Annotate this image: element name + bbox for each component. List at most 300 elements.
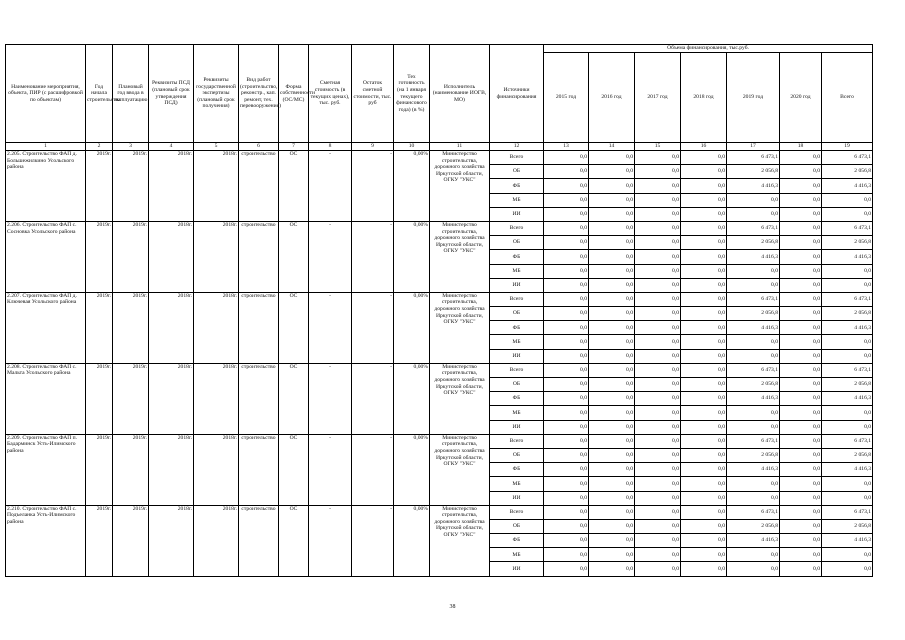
funding-value: 0,0	[589, 434, 635, 448]
funding-source: ИИ	[490, 349, 544, 363]
col-header: Исполнитель (наименование ИОГВ, МО)	[430, 45, 490, 143]
funding-value: 0,0	[589, 207, 635, 221]
funding-value: 0,0	[681, 392, 727, 406]
column-number: 15	[635, 143, 681, 151]
funding-value: 0,0	[589, 349, 635, 363]
funding-value: 0,0	[589, 406, 635, 420]
col-header: Источники финансирования	[490, 45, 544, 143]
remaining-cost: -	[352, 221, 394, 292]
funding-value: 0,0	[544, 335, 589, 349]
funding-value: 0,0	[589, 165, 635, 179]
funding-value: 0,0	[822, 548, 873, 562]
year-header: 2016 год	[589, 53, 635, 143]
funding-value: 0,0	[544, 406, 589, 420]
funding-value: 0,0	[635, 562, 681, 576]
funding-value: 0,0	[635, 264, 681, 278]
object-name: 2.207. Строительство ФАП д. Ключевая Усольского района	[6, 292, 86, 363]
funding-value: 0,0	[544, 505, 589, 519]
funding-value: 0,0	[681, 548, 727, 562]
object-name: 2.206. Строительство ФАП с. Сосновка Усольского района	[6, 221, 86, 292]
column-number: 7	[279, 143, 309, 151]
ownership-form: ОС	[279, 363, 309, 434]
column-number: 11	[430, 143, 490, 151]
funding-value: 0,0	[681, 534, 727, 548]
funding-value: 0,0	[681, 463, 727, 477]
funding-value: 0,0	[727, 278, 780, 292]
funding-value: 0,0	[635, 307, 681, 321]
funding-value: 0,0	[589, 448, 635, 462]
funding-value: 0,0	[544, 534, 589, 548]
col-header: Год начала строительства	[86, 45, 113, 143]
funding-value: 0,0	[727, 491, 780, 505]
funding-value: 0,0	[589, 321, 635, 335]
funding-value: 0,0	[589, 392, 635, 406]
funding-value: 0,0	[780, 321, 822, 335]
estimated-cost: -	[309, 363, 352, 434]
funding-source: ИИ	[490, 420, 544, 434]
funding-source: ФБ	[490, 179, 544, 193]
funding-value: 0,0	[780, 420, 822, 434]
psd-date: 2018г.	[149, 434, 194, 505]
funding-value: 0,0	[544, 207, 589, 221]
funding-value: 0,0	[544, 292, 589, 306]
funding-value: 0,0	[589, 548, 635, 562]
funding-value: 6 473,1	[822, 363, 873, 377]
funding-value: 0,0	[589, 562, 635, 576]
start-year: 2019г.	[86, 363, 113, 434]
column-number: 4	[149, 143, 194, 151]
funding-value: 0,0	[589, 264, 635, 278]
estimated-cost: -	[309, 151, 352, 222]
col-header: Форма собственности (ОС/МС)	[279, 45, 309, 143]
funding-value: 0,0	[780, 307, 822, 321]
funding-value: 0,0	[780, 434, 822, 448]
funding-value: 0,0	[822, 193, 873, 207]
ownership-form: ОС	[279, 292, 309, 363]
funding-source: МБ	[490, 193, 544, 207]
funding-value: 4 416,3	[727, 250, 780, 264]
funding-value: 6 473,1	[822, 505, 873, 519]
work-type: строительство	[239, 363, 279, 434]
funding-value: 0,0	[589, 491, 635, 505]
funding-value: 0,0	[544, 363, 589, 377]
funding-value: 0,0	[589, 193, 635, 207]
work-type: строительство	[239, 434, 279, 505]
work-type: строительство	[239, 221, 279, 292]
funding-value: 0,0	[681, 307, 727, 321]
table-row	[6, 434, 873, 448]
funding-source: Всего	[490, 292, 544, 306]
funding-source: ФБ	[490, 392, 544, 406]
object-name: 2.210. Строительство ФАП с. Подъеланка Усть-Илимского района	[6, 505, 86, 576]
psd-date: 2018г.	[149, 363, 194, 434]
funding-value: 0,0	[780, 221, 822, 235]
funding-value: 0,0	[822, 406, 873, 420]
funding-source: ОБ	[490, 448, 544, 462]
work-type: строительство	[239, 151, 279, 222]
funding-value: 0,0	[635, 250, 681, 264]
funding-value: 0,0	[589, 250, 635, 264]
funding-value: 0,0	[544, 349, 589, 363]
funding-value: 4 416,3	[822, 179, 873, 193]
estimated-cost: -	[309, 434, 352, 505]
funding-source: МБ	[490, 264, 544, 278]
funding-value: 0,0	[780, 548, 822, 562]
funding-value: 0,0	[727, 548, 780, 562]
funding-value: 0,0	[635, 321, 681, 335]
commission-year: 2019г.	[113, 151, 149, 222]
funding-value: 2 056,8	[822, 519, 873, 533]
funding-value: 0,0	[727, 477, 780, 491]
funding-value: 0,0	[822, 562, 873, 576]
funding-value: 6 473,1	[727, 221, 780, 235]
funding-source: ОБ	[490, 165, 544, 179]
funding-value: 0,0	[727, 562, 780, 576]
funding-value: 4 416,3	[727, 463, 780, 477]
readiness: 0,00%	[394, 151, 430, 222]
funding-value: 0,0	[635, 363, 681, 377]
remaining-cost: -	[352, 434, 394, 505]
funding-value: 0,0	[780, 165, 822, 179]
funding-value: 4 416,3	[727, 321, 780, 335]
funding-value: 0,0	[589, 278, 635, 292]
funding-value: 0,0	[822, 420, 873, 434]
expertise-date: 2018г.	[194, 221, 239, 292]
funding-source: ИИ	[490, 562, 544, 576]
funding-value: 0,0	[780, 505, 822, 519]
funding-source: МБ	[490, 548, 544, 562]
funding-value: 0,0	[589, 363, 635, 377]
funding-source: Всего	[490, 363, 544, 377]
commission-year: 2019г.	[113, 505, 149, 576]
funding-source: Всего	[490, 505, 544, 519]
funding-value: 0,0	[635, 151, 681, 165]
funding-value: 0,0	[589, 221, 635, 235]
funding-value: 0,0	[727, 193, 780, 207]
funding-value: 0,0	[544, 519, 589, 533]
funding-value: 0,0	[635, 179, 681, 193]
funding-value: 0,0	[681, 448, 727, 462]
funding-value: 2 056,8	[822, 236, 873, 250]
funding-value: 0,0	[727, 420, 780, 434]
year-header: 2018 год	[681, 53, 727, 143]
column-number: 14	[589, 143, 635, 151]
year-header: 2019 год	[727, 53, 780, 143]
remaining-cost: -	[352, 505, 394, 576]
table-row	[6, 292, 873, 306]
column-number: 8	[309, 143, 352, 151]
funding-value: 4 416,3	[727, 534, 780, 548]
funding-value: 0,0	[544, 477, 589, 491]
commission-year: 2019г.	[113, 292, 149, 363]
funding-value: 4 416,3	[822, 392, 873, 406]
funding-value: 0,0	[635, 534, 681, 548]
year-header: 2020 год	[780, 53, 822, 143]
funding-value: 0,0	[635, 207, 681, 221]
funding-value: 0,0	[780, 519, 822, 533]
psd-date: 2018г.	[149, 505, 194, 576]
column-number: 1	[6, 143, 86, 151]
funding-value: 0,0	[544, 378, 589, 392]
column-number: 6	[239, 143, 279, 151]
funding-value: 0,0	[589, 477, 635, 491]
ownership-form: ОС	[279, 505, 309, 576]
funding-value: 0,0	[589, 420, 635, 434]
funding-value: 0,0	[544, 151, 589, 165]
funding-source: ОБ	[490, 378, 544, 392]
column-number: 12	[490, 143, 544, 151]
funding-value: 0,0	[544, 264, 589, 278]
funding-value: 4 416,3	[822, 250, 873, 264]
column-number: 2	[86, 143, 113, 151]
column-number: 13	[544, 143, 589, 151]
page-number: 38	[449, 604, 456, 610]
funding-value: 0,0	[780, 278, 822, 292]
header-row-top	[6, 45, 873, 53]
ownership-form: ОС	[279, 434, 309, 505]
funding-value: 0,0	[822, 335, 873, 349]
psd-date: 2018г.	[149, 292, 194, 363]
funding-value: 0,0	[589, 534, 635, 548]
fin-volume-header: Объема финансирования, тыс.руб.	[544, 45, 873, 53]
funding-value: 2 056,8	[822, 378, 873, 392]
psd-date: 2018г.	[149, 221, 194, 292]
funding-value: 6 473,1	[727, 363, 780, 377]
funding-value: 0,0	[780, 292, 822, 306]
col-header: Сметная стоимость (в текущих ценах), тыс. руб.	[309, 45, 352, 143]
column-number: 5	[194, 143, 239, 151]
funding-value: 6 473,1	[727, 505, 780, 519]
funding-value: 0,0	[681, 378, 727, 392]
funding-value: 0,0	[681, 151, 727, 165]
funding-value: 4 416,3	[822, 463, 873, 477]
col-header: Остаток сметной стоимости, тыс. руб	[352, 45, 394, 143]
funding-value: 0,0	[635, 505, 681, 519]
year-header: 2017 год	[635, 53, 681, 143]
funding-source: Всего	[490, 221, 544, 235]
funding-value: 0,0	[681, 236, 727, 250]
executor: Министерство строительства, дорожного хозяйства Иркутской области, ОГКУ "УКС"	[430, 505, 490, 576]
funding-value: 0,0	[822, 349, 873, 363]
funding-value: 0,0	[681, 363, 727, 377]
funding-value: 0,0	[681, 505, 727, 519]
funding-value: 0,0	[780, 250, 822, 264]
column-number: 18	[780, 143, 822, 151]
expertise-date: 2018г.	[194, 292, 239, 363]
funding-value: 0,0	[681, 491, 727, 505]
funding-value: 0,0	[780, 264, 822, 278]
start-year: 2019г.	[86, 505, 113, 576]
funding-value: 0,0	[544, 165, 589, 179]
funding-value: 0,0	[635, 420, 681, 434]
funding-value: 2 056,8	[727, 307, 780, 321]
funding-value: 0,0	[822, 491, 873, 505]
funding-value: 0,0	[635, 165, 681, 179]
funding-value: 0,0	[635, 463, 681, 477]
readiness: 0,00%	[394, 292, 430, 363]
funding-value: 0,0	[780, 378, 822, 392]
funding-value: 0,0	[589, 378, 635, 392]
expertise-date: 2018г.	[194, 363, 239, 434]
funding-value: 0,0	[681, 250, 727, 264]
funding-value: 0,0	[635, 519, 681, 533]
col-header: Реквизиты государственной экспертизы (плановый срок получения)	[194, 45, 239, 143]
estimated-cost: -	[309, 505, 352, 576]
table-row	[6, 151, 873, 165]
funding-value: 2 056,8	[822, 165, 873, 179]
funding-source: ОБ	[490, 519, 544, 533]
funding-value: 0,0	[635, 448, 681, 462]
funding-value: 0,0	[822, 278, 873, 292]
funding-value: 0,0	[635, 477, 681, 491]
object-name: 2.205. Строительство ФАП д. Большежилкино Усольского района	[6, 151, 86, 222]
object-name: 2.209. Строительство ФАП п. Бадарминск Усть-Илимского района	[6, 434, 86, 505]
executor: Министерство строительства, дорожного хозяйства Иркутской области, ОГКУ "УКС"	[430, 292, 490, 363]
funding-value: 0,0	[635, 335, 681, 349]
funding-value: 0,0	[635, 278, 681, 292]
funding-value: 0,0	[780, 179, 822, 193]
funding-value: 0,0	[780, 477, 822, 491]
funding-value: 0,0	[681, 193, 727, 207]
col-header: Плановый год ввода в эксплуатацию	[113, 45, 149, 143]
start-year: 2019г.	[86, 221, 113, 292]
estimated-cost: -	[309, 292, 352, 363]
funding-value: 0,0	[780, 349, 822, 363]
funding-value: 0,0	[681, 477, 727, 491]
ownership-form: ОС	[279, 151, 309, 222]
funding-value: 0,0	[589, 179, 635, 193]
funding-value: 0,0	[635, 378, 681, 392]
start-year: 2019г.	[86, 434, 113, 505]
funding-value: 0,0	[780, 406, 822, 420]
funding-value: 6 473,1	[727, 292, 780, 306]
year-header: 2015 год	[544, 53, 589, 143]
funding-value: 0,0	[727, 406, 780, 420]
funding-value: 0,0	[589, 505, 635, 519]
funding-value: 0,0	[544, 321, 589, 335]
funding-value: 0,0	[635, 406, 681, 420]
funding-value: 0,0	[681, 292, 727, 306]
funding-value: 0,0	[822, 207, 873, 221]
funding-source: ОБ	[490, 236, 544, 250]
funding-source: ИИ	[490, 207, 544, 221]
funding-value: 0,0	[589, 292, 635, 306]
funding-value: 0,0	[727, 335, 780, 349]
funding-source: Всего	[490, 434, 544, 448]
remaining-cost: -	[352, 363, 394, 434]
work-type: строительство	[239, 292, 279, 363]
funding-value: 0,0	[727, 207, 780, 221]
funding-value: 0,0	[544, 179, 589, 193]
funding-value: 2 056,8	[822, 448, 873, 462]
funding-value: 0,0	[681, 207, 727, 221]
object-name: 2.208. Строительство ФАП с. Мальта Усольского района	[6, 363, 86, 434]
funding-value: 0,0	[681, 264, 727, 278]
funding-value: 0,0	[544, 392, 589, 406]
column-numbers-row	[6, 143, 873, 151]
funding-value: 2 056,8	[727, 448, 780, 462]
funding-value: 0,0	[681, 278, 727, 292]
funding-value: 4 416,3	[822, 321, 873, 335]
executor: Министерство строительства, дорожного хозяйства Иркутской области, ОГКУ "УКС"	[430, 221, 490, 292]
funding-value: 0,0	[822, 477, 873, 491]
funding-value: 0,0	[780, 335, 822, 349]
funding-value: 0,0	[544, 236, 589, 250]
commission-year: 2019г.	[113, 434, 149, 505]
readiness: 0,00%	[394, 434, 430, 505]
start-year: 2019г.	[86, 292, 113, 363]
column-number: 10	[394, 143, 430, 151]
readiness: 0,00%	[394, 505, 430, 576]
funding-value: 0,0	[544, 420, 589, 434]
funding-value: 0,0	[780, 448, 822, 462]
funding-value: 0,0	[589, 463, 635, 477]
funding-value: 0,0	[635, 221, 681, 235]
funding-value: 0,0	[635, 349, 681, 363]
funding-value: 0,0	[780, 207, 822, 221]
funding-value: 0,0	[544, 307, 589, 321]
funding-value: 0,0	[635, 548, 681, 562]
funding-value: 0,0	[635, 434, 681, 448]
funding-value: 0,0	[681, 179, 727, 193]
funding-value: 0,0	[544, 491, 589, 505]
ownership-form: ОС	[279, 221, 309, 292]
funding-value: 0,0	[544, 250, 589, 264]
funding-value: 4 416,3	[822, 534, 873, 548]
funding-value: 0,0	[544, 463, 589, 477]
funding-source: МБ	[490, 406, 544, 420]
col-header: Наименование мероприятия, объекта, ПИР (с расшифровкой по объектам)	[6, 45, 86, 143]
funding-source: ФБ	[490, 250, 544, 264]
funding-value: 0,0	[822, 264, 873, 278]
expertise-date: 2018г.	[194, 505, 239, 576]
funding-value: 0,0	[681, 519, 727, 533]
expertise-date: 2018г.	[194, 151, 239, 222]
funding-source: МБ	[490, 335, 544, 349]
remaining-cost: -	[352, 151, 394, 222]
col-header: Тех готовность (на 1 января текущего финансового года) (в %)	[394, 45, 430, 143]
commission-year: 2019г.	[113, 363, 149, 434]
funding-value: 0,0	[589, 236, 635, 250]
funding-value: 0,0	[681, 406, 727, 420]
funding-value: 6 473,1	[822, 221, 873, 235]
funding-value: 0,0	[635, 392, 681, 406]
column-number: 17	[727, 143, 780, 151]
funding-source: ФБ	[490, 321, 544, 335]
funding-value: 0,0	[635, 292, 681, 306]
year-header: Всего	[822, 53, 873, 143]
funding-source: ФБ	[490, 534, 544, 548]
funding-value: 0,0	[589, 307, 635, 321]
funding-value: 0,0	[681, 335, 727, 349]
funding-source: ФБ	[490, 463, 544, 477]
funding-value: 6 473,1	[727, 434, 780, 448]
table-row	[6, 505, 873, 519]
financing-table	[5, 44, 873, 577]
funding-source: МБ	[490, 477, 544, 491]
funding-value: 0,0	[589, 335, 635, 349]
funding-value: 0,0	[780, 562, 822, 576]
funding-value: 0,0	[780, 491, 822, 505]
executor: Министерство строительства, дорожного хозяйства Иркутской области, ОГКУ "УКС"	[430, 363, 490, 434]
table-row	[6, 221, 873, 235]
funding-value: 0,0	[727, 264, 780, 278]
funding-value: 0,0	[635, 236, 681, 250]
funding-value: 0,0	[589, 519, 635, 533]
work-type: строительство	[239, 505, 279, 576]
remaining-cost: -	[352, 292, 394, 363]
funding-value: 0,0	[544, 448, 589, 462]
